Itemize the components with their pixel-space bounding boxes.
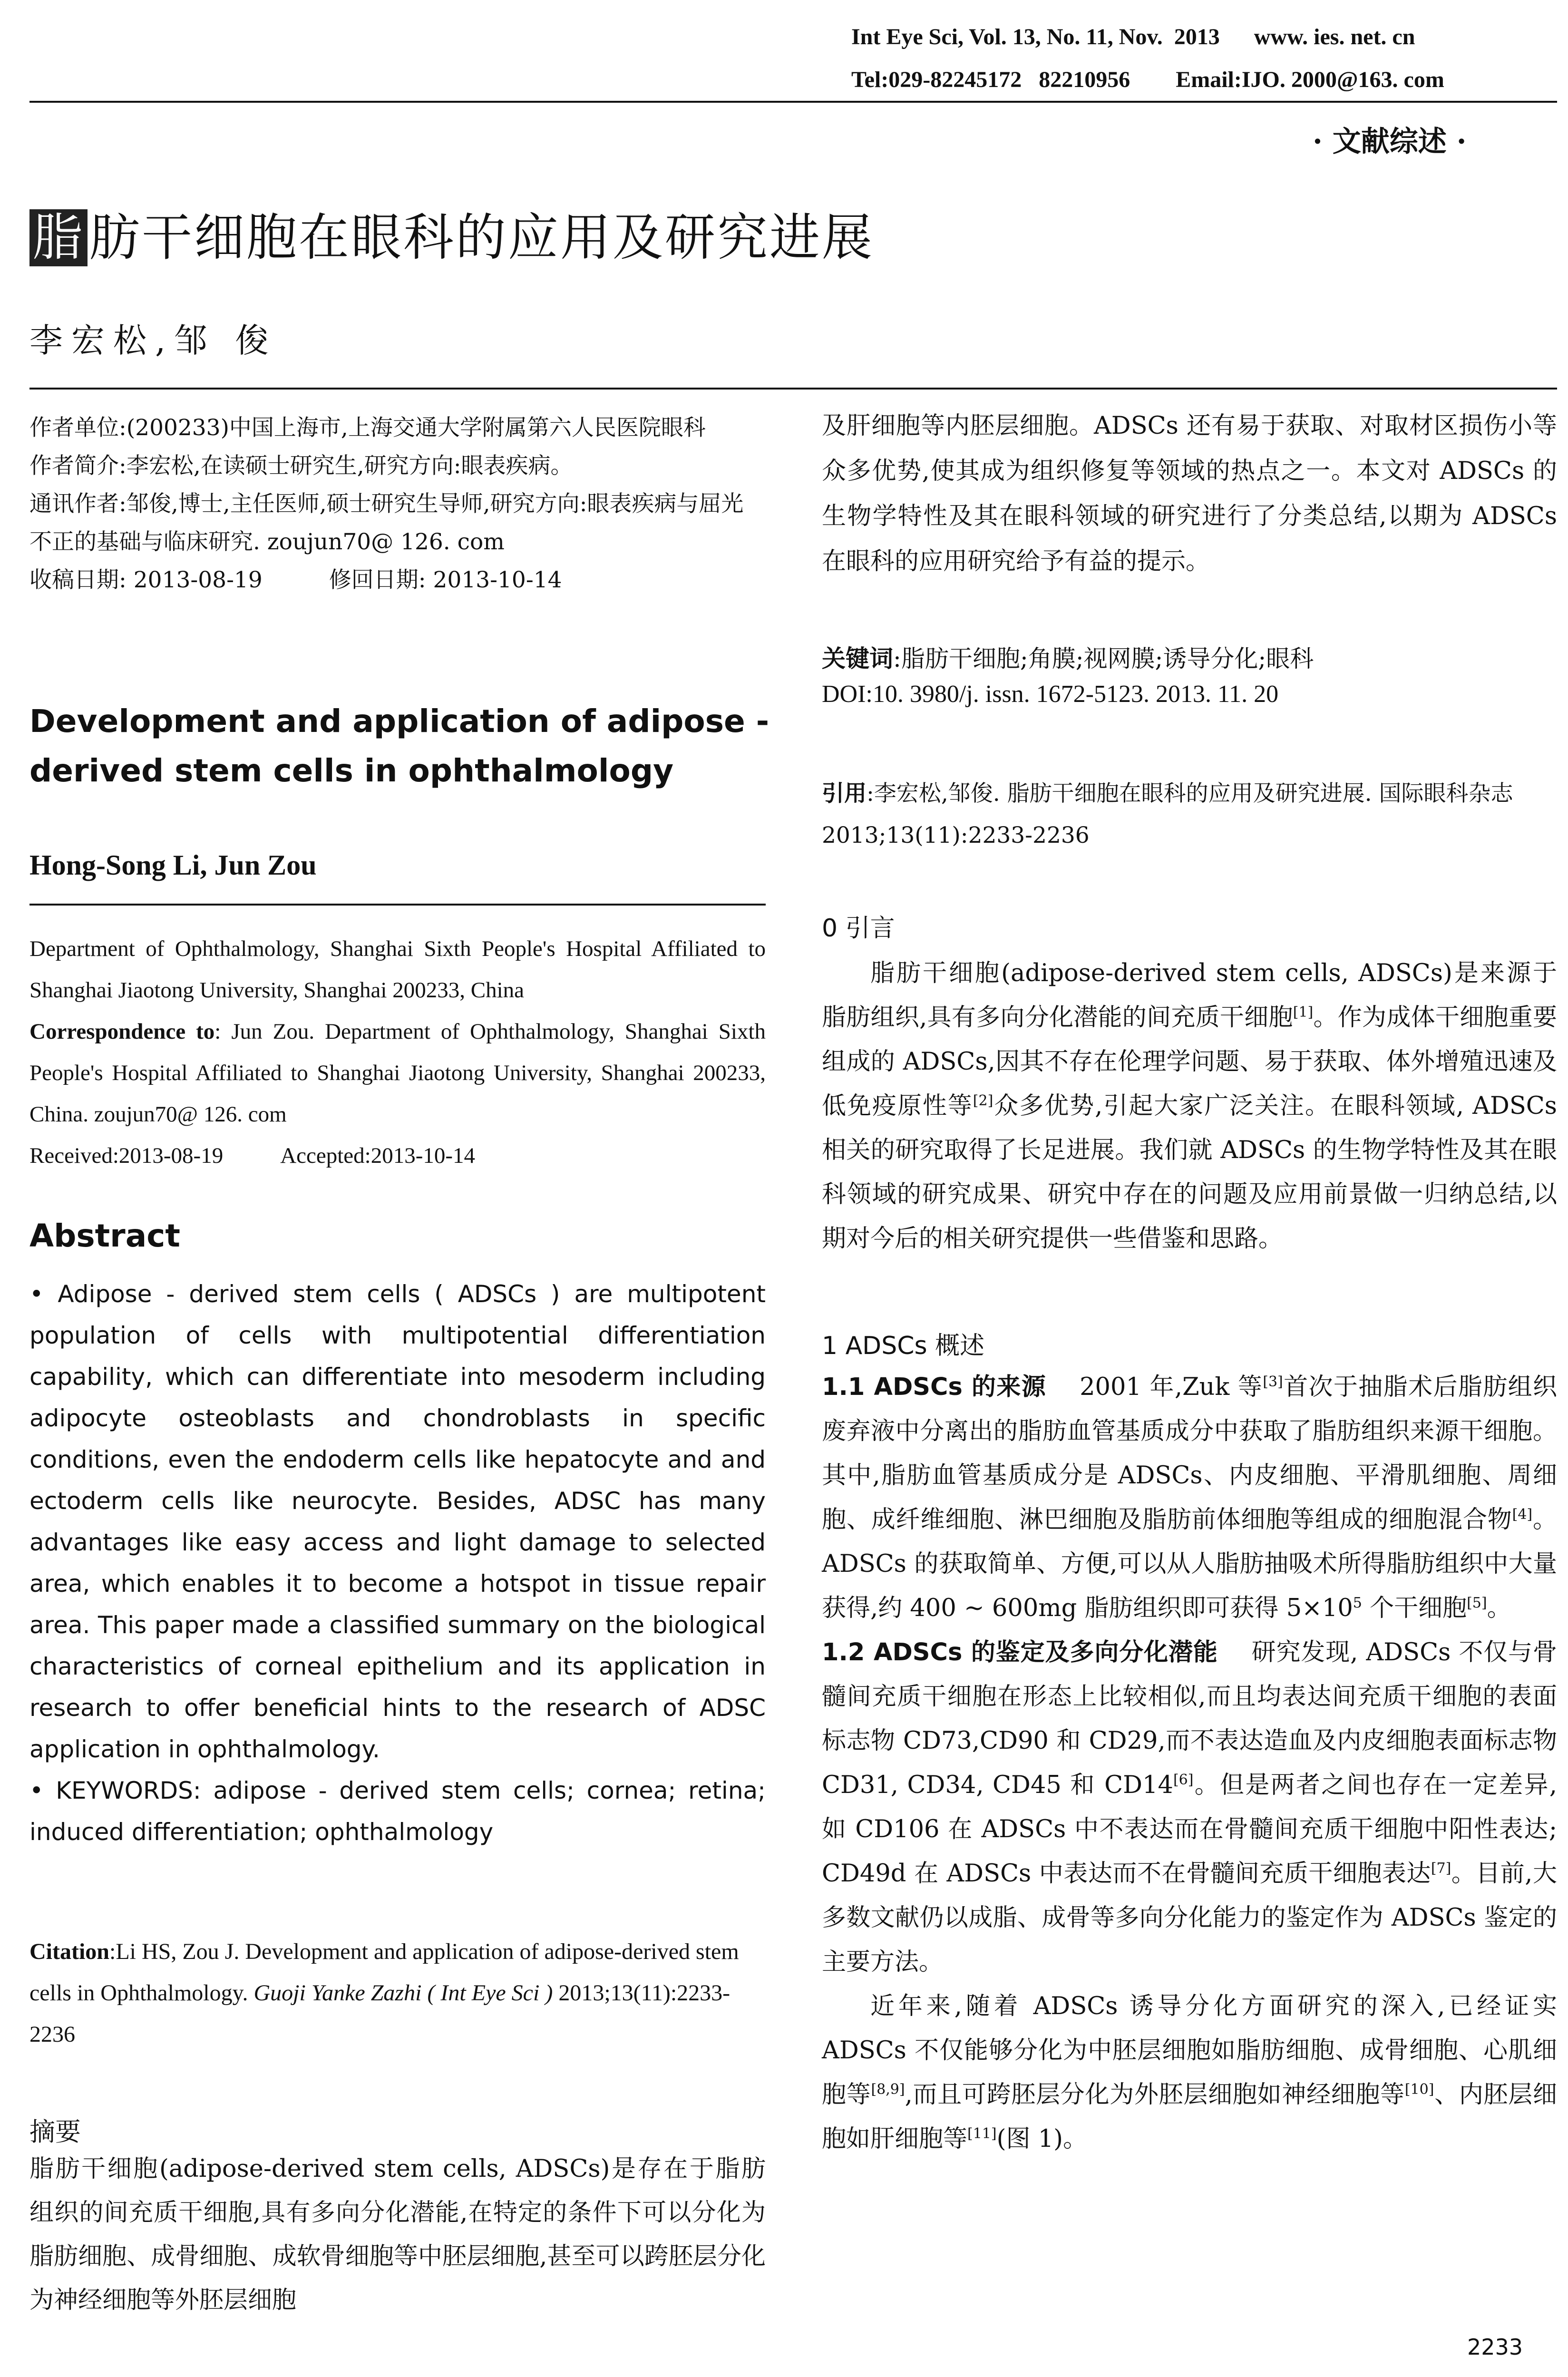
s12-text-c: 。目前,大多数文献仍以成脂、成骨等多向分化能力的鉴定作为 ADSCs 鉴定的主要方法。	[822, 1860, 1557, 1976]
english-title-line2: derived stem cells in ophthalmology	[29, 752, 674, 789]
journal-header-line: Int Eye Sci, Vol. 13, No. 11, Nov. 2013 www. ies. net. cn	[851, 24, 1415, 49]
exponent-5: 5	[1353, 1595, 1362, 1611]
received-cn: 收稿日期: 2013-08-19	[29, 567, 263, 593]
department: Department of Ophthalmology, Shanghai Sixth People's Hospital Affiliated to Shanghai Jiaotong University, Shanghai 200233, China	[29, 936, 766, 1003]
english-title-line1: Development and application of adipose -	[29, 703, 769, 740]
title-rule	[29, 388, 1557, 390]
english-affiliation	[29, 928, 766, 1177]
s0-text-a: 脂肪干细胞(adipose-derived stem cells, ADSCs)是来源于脂肪组织,具有多向分化潜能的间充质干细胞	[822, 959, 1557, 1032]
keywords-label: 关键词	[822, 645, 893, 672]
zhaiyao-keywords	[822, 637, 1557, 680]
p2-text-b: ,而且可跨胚层分化为外胚层细胞如神经细胞等	[905, 2081, 1405, 2109]
page-number: 2233	[1467, 2334, 1523, 2360]
section-1-body	[822, 1365, 1557, 2161]
doi: DOI:10. 3980/j. issn. 1672-5123. 2013. 11. 20	[822, 681, 1279, 708]
section-1-1-paragraph	[822, 1365, 1557, 1630]
keywords-text: :脂肪干细胞;角膜;视网膜;诱导分化;眼科	[893, 645, 1314, 672]
zhaiyao-text-left	[29, 2147, 766, 2322]
p2-text-d: (图 1)。	[996, 2125, 1088, 2153]
section-1-2-paragraph	[822, 1630, 1557, 1984]
section-0-heading: 0 引言	[822, 914, 895, 943]
authors-cn: 李宏松,邹 俊	[29, 321, 277, 360]
citation-en	[29, 1931, 766, 2055]
s12-label: 1.2 ADSCs 的鉴定及多向分化潜能	[822, 1638, 1218, 1666]
citation-en-tail: 2013;13(11):2233-2236	[29, 1980, 730, 2047]
citation-cn-label: 引用	[822, 780, 867, 807]
english-title	[29, 697, 771, 796]
corresponding-author: 通讯作者:邹俊,博士,主任医师,硕士研究生导师,研究方向:眼表疾病与屈光不正的基础与临床研究. zoujun70@ 126. com	[29, 491, 744, 555]
dates-cn	[29, 561, 762, 599]
s11-text-e: 。	[1487, 1594, 1511, 1622]
ref-11: [11]	[967, 2125, 997, 2142]
s11-text-c: 。ADSCs 的获取简单、方便,可以从人脂肪抽吸术所得脂肪组织中大量获得,约 400 ~ 600mg 脂肪组织即可获得 5×10	[822, 1506, 1557, 1622]
ref-2: [2]	[973, 1092, 993, 1109]
title-rest: 肪干细胞在眼科的应用及研究进展	[89, 208, 874, 267]
ref-5: [5]	[1467, 1595, 1487, 1611]
zhaiyao-text-right	[822, 403, 1557, 584]
p2-text-c: 、内胚层细胞如肝细胞等	[822, 2081, 1557, 2153]
s11-label: 1.1 ADSCs 的来源	[822, 1373, 1047, 1401]
abstract-keywords: • KEYWORDS: adipose - derived stem cells; cornea; retina; induced differentiation; ophthalmology	[29, 1777, 766, 1846]
ref-8-9: [8,9]	[871, 2081, 905, 2098]
ref-10: [10]	[1404, 2081, 1434, 2098]
p2-text-a: 近年来,随着 ADSCs 诱导分化方面研究的深入,已经证实 ADSCs 不仅能够分化为中胚层细胞如脂肪细胞、成骨细胞、心肌细胞等	[822, 1992, 1557, 2109]
citation-cn-text: :李宏松,邹俊. 脂肪干细胞在眼科的应用及研究进展. 国际眼科杂志 2013;13(11):2233-2236	[822, 780, 1513, 848]
header-rule	[29, 101, 1557, 103]
ref-7: [7]	[1431, 1860, 1451, 1877]
abstract-heading: Abstract	[29, 1218, 180, 1254]
section-tag: · 文献综述 ·	[1313, 125, 1467, 158]
section-0-body	[822, 951, 1557, 1261]
zhaiyao-paragraph-2: 及肝细胞等内胚层细胞。ADSCs 还有易于获取、对取材区损伤小等众多优势,使其成为组织修复等领域的热点之一。本文对 ADSCs 的生物学特性及其在眼科领域的研究进行了分类总结,以期为 ADSCs 在眼科的应用研究给予有益的提示。	[822, 412, 1557, 575]
author-unit: 作者单位:(200233)中国上海市,上海交通大学附属第六人民医院眼科	[29, 415, 706, 441]
correspondence	[29, 1011, 766, 1135]
section-1-heading: 1 ADSCs 概述	[822, 1332, 985, 1360]
author-intro: 作者简介:李宏松,在读硕士研究生,研究方向:眼表疾病。	[29, 453, 573, 479]
s12-text-a: 研究发现, ADSCs 不仅与骨髓间充质干细胞在形态上比较相似,而且均表达间充质干细胞的表面标志物 CD73,CD90 和 CD29,而不表达造血及内皮细胞表面标志物 CD31, CD34, CD45 和 CD14	[822, 1638, 1557, 1799]
abstract-body	[29, 1274, 766, 1853]
citation-en-journal: Guoji Yanke Zazhi ( Int Eye Sci )	[253, 1980, 553, 2006]
ref-1: [1]	[1293, 1004, 1314, 1021]
page-title	[29, 209, 874, 266]
s11-text-a: 2001 年,Zuk 等	[1080, 1373, 1263, 1401]
en-dates	[29, 1135, 766, 1177]
revised-cn: 修回日期: 2013-10-14	[329, 567, 562, 593]
s0-text-c: 众多优势,引起大家广泛关注。在眼科领域, ADSCs 相关的研究取得了长足进展。我们就 ADSCs 的生物学特性及其在眼科领域的研究成果、研究中存在的问题及应用前景做一归纳总结,以期对今后的相关研究提供一些借鉴和思路。	[822, 1092, 1557, 1253]
zhaiyao-paragraph-1: 脂肪干细胞(adipose-derived stem cells, ADSCs)是存在于脂肪组织的间充质干细胞,具有多向分化潜能,在特定的条件下可以分化为脂肪细胞、成骨细胞、成软骨细胞等中胚层细胞,甚至可以跨胚层分化为神经细胞等外胚层细胞	[29, 2155, 766, 2314]
correspondence-text: : Jun Zou. Department of Ophthalmology, Shanghai Sixth People's Hospital Affiliated to Shanghai Jiaotong University, Shanghai 200233, China. zoujun70@ 126. com	[29, 1019, 766, 1127]
recent-years-paragraph	[822, 1984, 1557, 2161]
ref-3: [3]	[1263, 1374, 1283, 1390]
zhaiyao-heading: 摘要	[29, 2117, 81, 2147]
section-0-paragraph	[822, 951, 1557, 1261]
ref-4: [4]	[1512, 1506, 1533, 1523]
citation-cn	[822, 773, 1557, 857]
s12-text-b: 。但是两者之间也存在一定差异,如 CD106 在 ADSCs 中不表达而在骨髓间充质干细胞中阳性表达; CD49d 在 ADSCs 中表达而不在骨髓间充质干细胞表达	[822, 1771, 1558, 1888]
abstract-paragraph: • Adipose - derived stem cells ( ADSCs ) are multipotent population of cells with multipotential differentiation capability, which can differentiate into mesoderm including adipocyte osteoblasts and chondroblasts in specific conditions, even the endoderm cells like hepatocyte and and ectoderm cells like neurocyte. Besides, ADSC has many advantages like easy access and light damage to selected area, which enables it to become a hotspot in tissue repair area. This paper made a classified summary on the biological characteristics of corneal epithelium and its application in research to offer beneficial hints to the research of ADSC application in ophthalmology.	[29, 1280, 766, 1763]
received-en: Received:2013-08-19	[29, 1143, 224, 1168]
journal-contact-line: Tel:029-82245172 82210956 Email:IJO. 2000@163. com	[851, 67, 1444, 92]
accepted-en: Accepted:2013-10-14	[280, 1143, 476, 1168]
s0-text-b: 。作为成体干细胞重要组成的 ADSCs,因其不存在伦理学问题、易于获取、体外增殖迅速及低免疫原性等	[822, 1003, 1557, 1120]
ref-6: [6]	[1173, 1772, 1194, 1788]
title-first-char: 脂	[29, 209, 88, 266]
citation-en-label: Citation	[29, 1939, 109, 1964]
en-authors-rule	[29, 904, 766, 906]
s11-text-b: 首次于抽脂术后脂肪组织废弃液中分离出的脂肪血管基质成分中获取了脂肪组织来源干细胞。其中,脂肪血管基质成分是 ADSCs、内皮细胞、平滑肌细胞、周细胞、成纤维细胞、淋巴细胞及脂肪前体细胞等组成的细胞混合物	[822, 1373, 1557, 1534]
correspondence-label: Correspondence to	[29, 1019, 215, 1044]
citation-en-text: :Li HS, Zou J. Development and application of adipose-derived stem cells in Ophthalmology.	[29, 1939, 739, 2006]
meta-cn	[29, 409, 762, 599]
english-authors: Hong-Song Li, Jun Zou	[29, 849, 317, 881]
s11-text-d: 个干细胞	[1362, 1594, 1467, 1622]
